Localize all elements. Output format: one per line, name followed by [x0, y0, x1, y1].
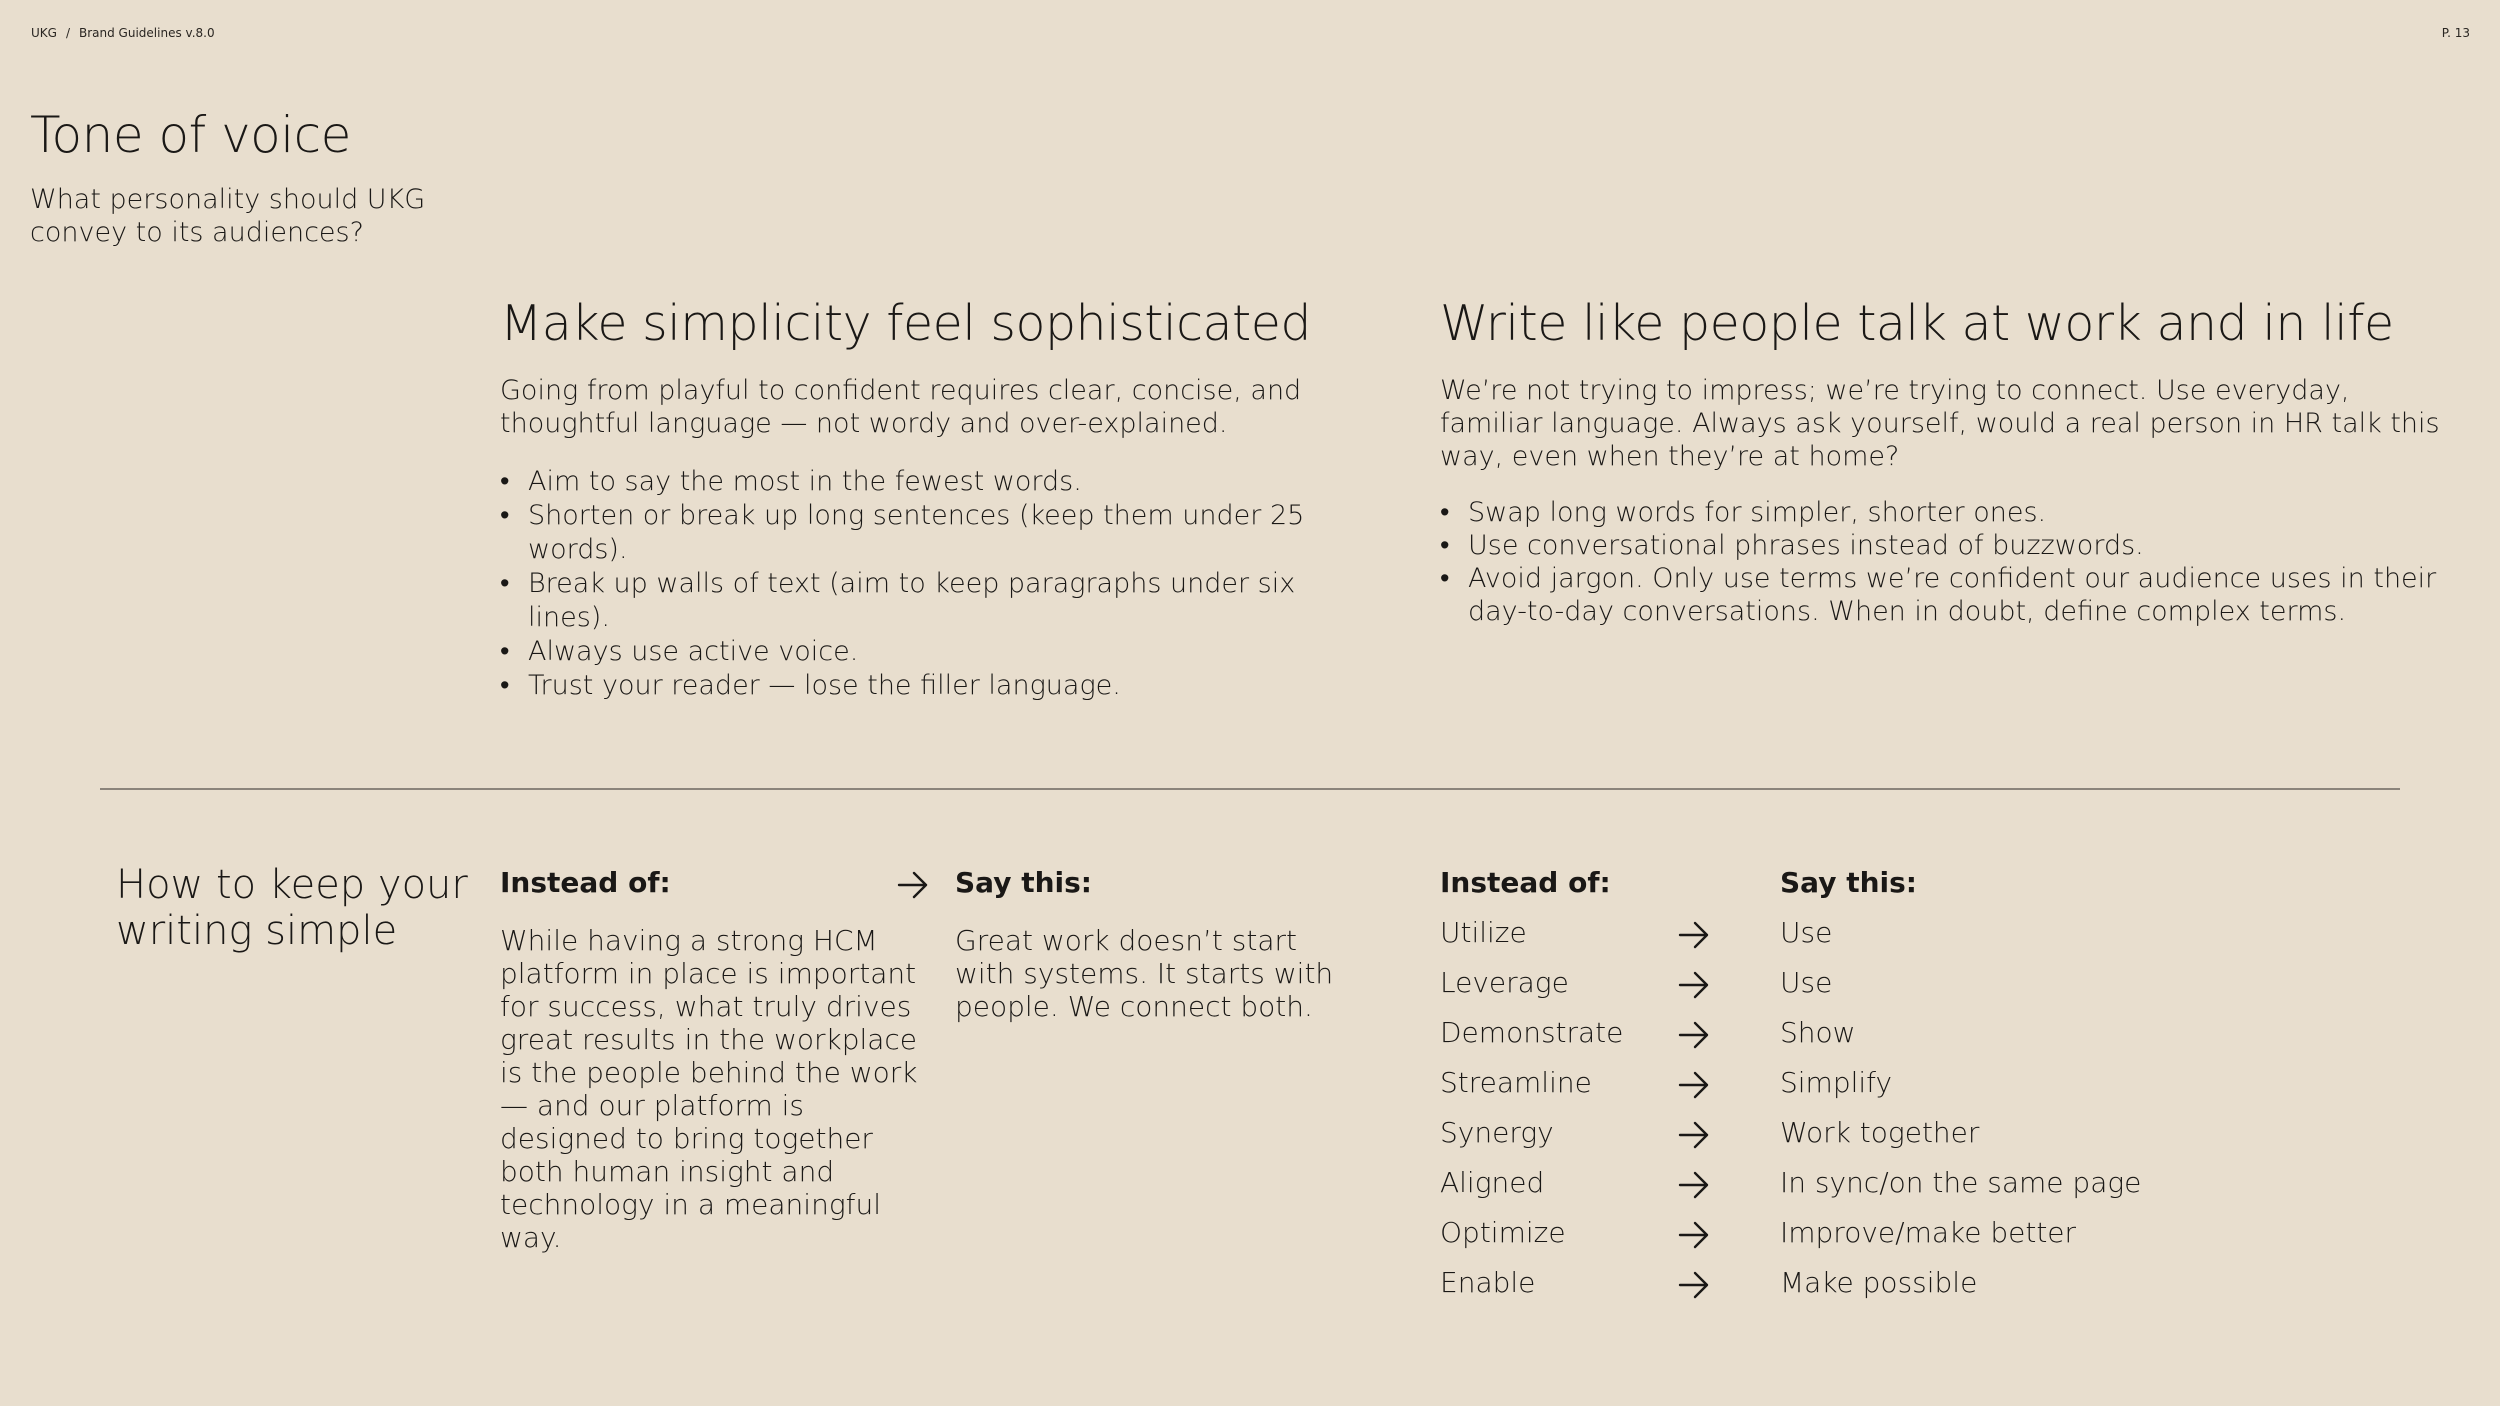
page-number: P. 13: [2441, 26, 2470, 40]
word-swap-row: [1440, 1210, 2240, 1260]
principle-intro: We’re not trying to impress; we’re trying to connect. Use everyday, familiar language. Always ask yourself, would a real person in HR talk this way, even when they’re at home?: [1440, 375, 2440, 472]
breadcrumb-separator: /: [65, 26, 70, 40]
word-from: Synergy: [1440, 1116, 1554, 1149]
arrow-right-icon: [1678, 1170, 1710, 1200]
page-subtitle: What personality should UKG convey to its audiences?: [30, 184, 426, 248]
arrow-right-icon: [1678, 1020, 1710, 1050]
breadcrumb: [31, 26, 215, 40]
word-swap-row: [1440, 910, 2240, 960]
word-from: Streamline: [1440, 1066, 1592, 1099]
word-to: In sync/on the same page: [1780, 1166, 2142, 1199]
principle-bullet-list: [500, 465, 1380, 703]
word-from: Leverage: [1440, 966, 1569, 999]
bullet-item: • Trust your reader — lose the filler language.: [500, 669, 1380, 703]
say-example-text: Great work doesn’t start with systems. It starts with people. We connect both.: [955, 924, 1334, 1023]
word-swap-table: [1440, 910, 2240, 1310]
arrow-right-icon: [1678, 1270, 1710, 1300]
word-swap-row: [1440, 1060, 2240, 1110]
word-swap-row: [1440, 1110, 2240, 1160]
bullet-item: • Use conversational phrases instead of buzzwords.: [1440, 529, 2440, 562]
word-from: Aligned: [1440, 1166, 1545, 1199]
say-this-label: Say this:: [955, 866, 1092, 899]
word-to: Use: [1780, 916, 1833, 949]
page-title: Tone of voice: [30, 106, 351, 164]
section-title: How to keep your writing simple: [116, 862, 468, 954]
instead-example-text: While having a strong HCM platform in place is important for success, what truly drives great results in the workplace is the people behind the work — and our platform is designed to bring together both human insight and technology in a meaningful way.: [500, 924, 918, 1254]
word-to: Simplify: [1780, 1066, 1893, 1099]
principle-intro: Going from playful to confident requires clear, concise, and thoughtful language — not wordy and over-explained.: [500, 375, 1302, 439]
arrow-right-icon: [1678, 1070, 1710, 1100]
breadcrumb-doc: Brand Guidelines v.8.0: [79, 26, 215, 40]
bullet-item: • Aim to say the most in the fewest words.: [500, 465, 1380, 499]
word-swap-row: [1440, 960, 2240, 1010]
word-to: Work together: [1780, 1116, 1980, 1149]
word-swap-row: [1440, 1260, 2240, 1310]
arrow-right-icon: [897, 870, 929, 900]
word-to: Show: [1780, 1016, 1856, 1049]
arrow-right-icon: [1678, 1220, 1710, 1250]
breadcrumb-brand: UKG: [31, 26, 57, 40]
principle-heading: Write like people talk at work and in life: [1440, 295, 2394, 352]
bullet-item: • Shorten or break up long sentences (keep them under 25 words).: [500, 499, 1380, 567]
word-swap-row: [1440, 1160, 2240, 1210]
word-swap-row: [1440, 1010, 2240, 1060]
word-to: Improve/make better: [1780, 1216, 2077, 1249]
arrow-right-icon: [1678, 970, 1710, 1000]
principle-bullet-list: [1440, 496, 2440, 628]
word-from: Utilize: [1440, 916, 1527, 949]
instead-of-label: Instead of:: [500, 866, 671, 899]
bullet-item: • Avoid jargon. Only use terms we’re confident our audience uses in their day-to-day conversations. When in doubt, define complex terms.: [1440, 562, 2440, 628]
arrow-right-icon: [1678, 920, 1710, 950]
word-from: Demonstrate: [1440, 1016, 1624, 1049]
word-to: Use: [1780, 966, 1833, 999]
bullet-item: • Always use active voice.: [500, 635, 1380, 669]
section-divider: [100, 788, 2400, 790]
word-to: Make possible: [1780, 1266, 1978, 1299]
word-from: Enable: [1440, 1266, 1536, 1299]
instead-of-label: Instead of:: [1440, 866, 1611, 899]
bullet-item: • Break up walls of text (aim to keep paragraphs under six lines).: [500, 567, 1380, 635]
word-from: Optimize: [1440, 1216, 1566, 1249]
say-this-label: Say this:: [1780, 866, 1917, 899]
arrow-right-icon: [1678, 1120, 1710, 1150]
bullet-item: • Swap long words for simpler, shorter ones.: [1440, 496, 2440, 529]
principle-heading: Make simplicity feel sophisticated: [500, 295, 1311, 352]
